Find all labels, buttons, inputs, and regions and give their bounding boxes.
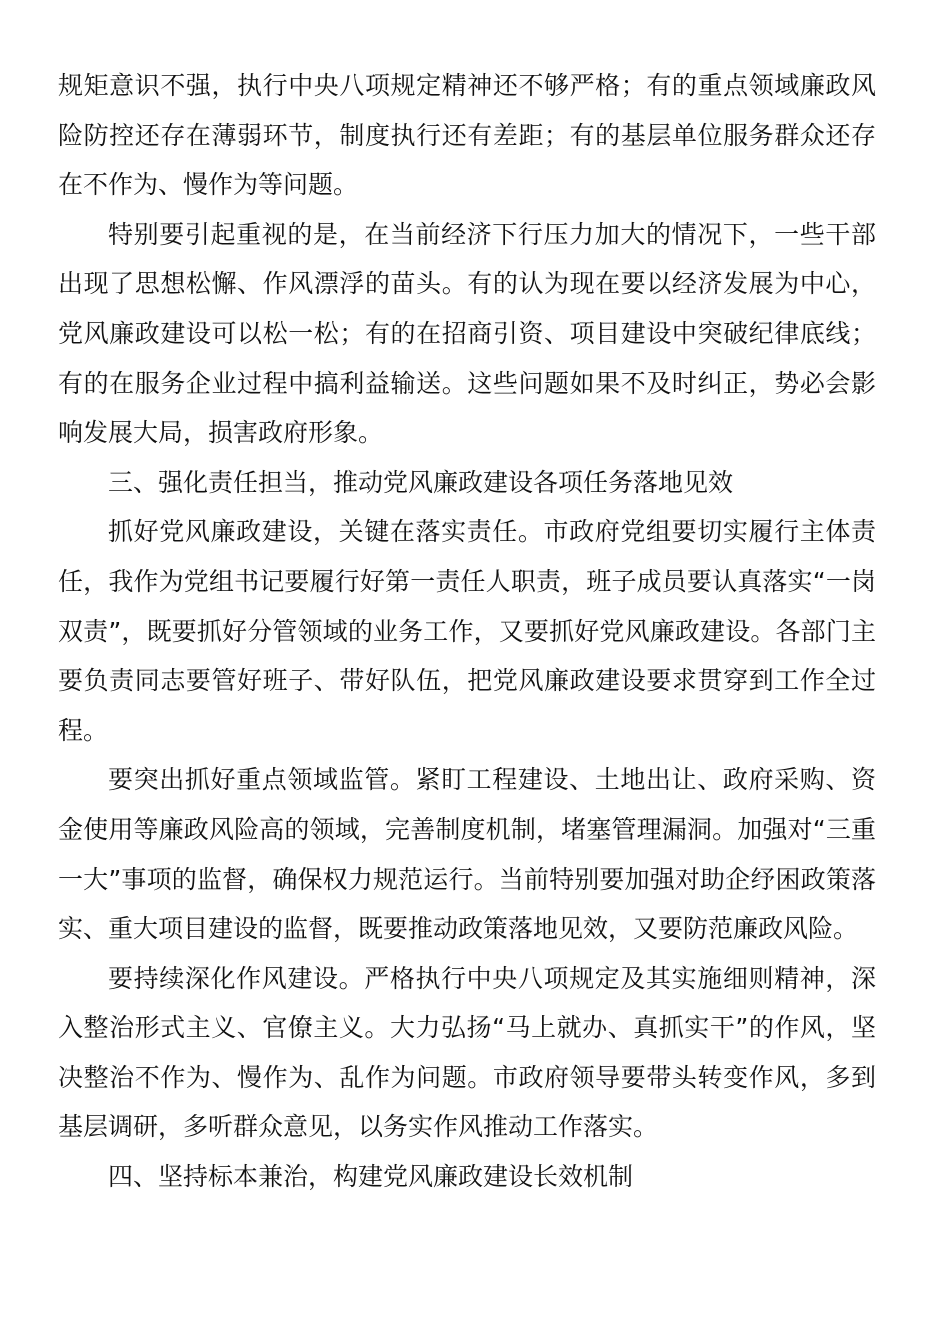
section-heading-three: 三、强化责任担当，推动党风廉政建设各项任务落地见效 [108, 467, 734, 497]
paragraph-key-area-supervision: 要突出抓好重点领域监管。紧盯工程建设、土地出让、政府采购、资金使用等廉政风险高的领域，完善制度机制，堵塞管理漏洞。加强对“三重一大”事项的监督，确保权力规范运行。当前特别要加强对助企纾困政策落实、重大项目建设的监督，既要推动政策落地见效，又要防范廉政风险。 [58, 765, 876, 944]
paragraph-continued-problems: 规矩意识不强，执行中央八项规定精神还不够严格；有的重点领域廉政风险防控还存在薄弱环节，制度执行还有差距；有的基层单位服务群众还存在不作为、慢作为等问题。 [58, 71, 876, 200]
paragraph-special-attention: 特别要引起重视的是，在当前经济下行压力加大的情况下，一些干部出现了思想松懈、作风漂浮的苗头。有的认为现在要以经济发展为中心，党风廉政建设可以松一松；有的在招商引资、项目建设中突破纪律底线；有的在服务企业过程中搞利益输送。这些问题如果不及时纠正，势必会影响发展大局，损害政府形象。 [58, 219, 876, 448]
section-heading-four: 四、坚持标本兼治，构建党风廉政建设长效机制 [108, 1162, 634, 1192]
document-page [58, 61, 876, 1202]
paragraph-work-style: 要持续深化作风建设。严格执行中央八项规定及其实施细则精神，深入整治形式主义、官僚主义。大力弘扬“马上就办、真抓实干”的作风，坚决整治不作为、慢作为、乱作为问题。市政府领导要带头转变作风，多到基层调研，多听群众意见，以务实作风推动工作落实。 [58, 963, 876, 1142]
paragraph-responsibility: 抓好党风廉政建设，关键在落实责任。市政府党组要切实履行主体责任，我作为党组书记要履行好第一责任人职责，班子成员要认真落实“一岗双责”，既要抓好分管领域的业务工作，又要抓好党风廉政建设。各部门主要负责同志要管好班子、带好队伍，把党风廉政建设要求贯穿到工作全过程。 [58, 517, 876, 745]
